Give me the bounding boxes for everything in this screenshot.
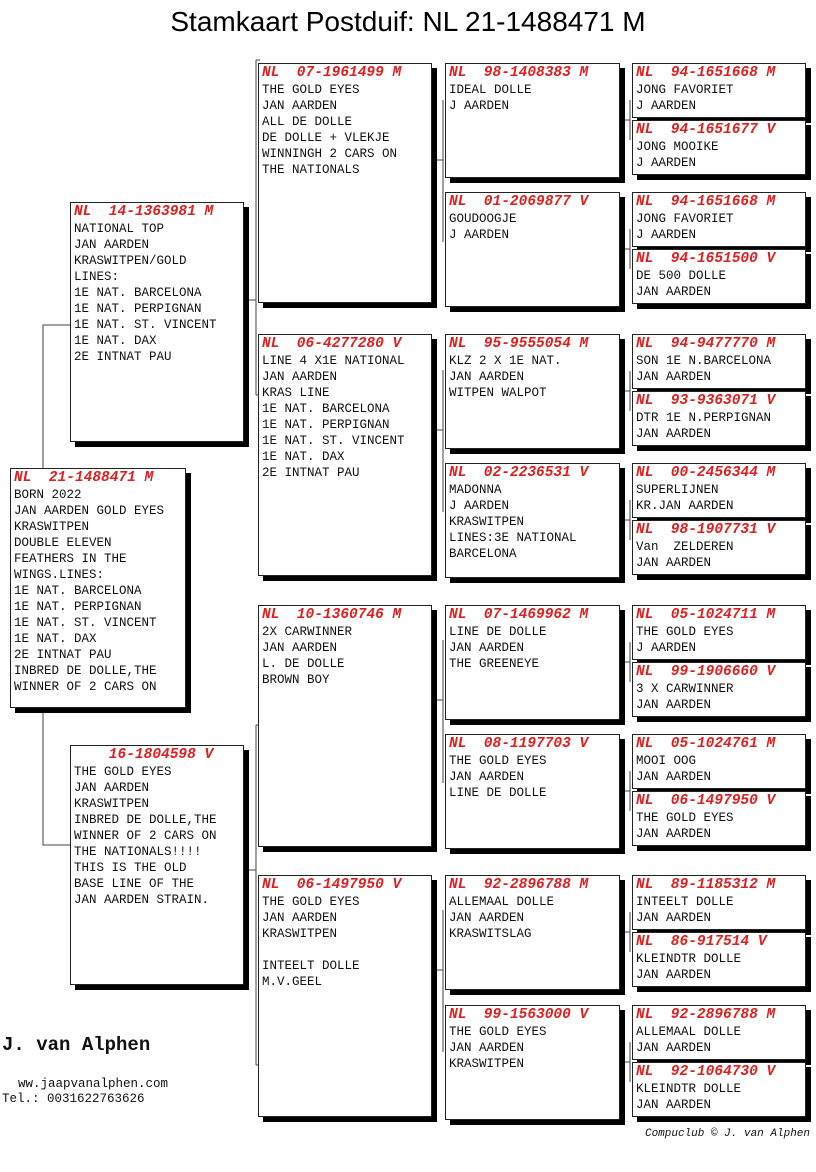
card-line: JAN AARDEN <box>636 1041 712 1055</box>
card-line: THE GOLD EYES <box>262 83 360 97</box>
ring-number: NL 94-1651500 V <box>636 251 776 267</box>
ring-number: NL 05-1024711 M <box>636 607 776 623</box>
card-line: JAN AARDEN <box>449 911 525 925</box>
card-line: JAN AARDEN <box>449 1041 525 1055</box>
card-line: THE GOLD EYES <box>636 625 734 639</box>
pedigree-card-sire <box>70 202 244 442</box>
card-line: 1E NAT. PERPIGNAN <box>74 302 202 316</box>
pedigree-card-g2 <box>258 334 432 576</box>
ring-number: 16-1804598 V <box>74 747 214 763</box>
card-line: JAN AARDEN <box>262 370 338 384</box>
card-line: KRASWITPEN <box>449 515 525 529</box>
pedigree-card-gg4 <box>445 463 620 578</box>
card-line: KRAS LINE <box>262 386 330 400</box>
card-line: SON 1E N.BARCELONA <box>636 354 772 368</box>
card-line: J AARDEN <box>636 156 697 170</box>
card-line: JONG FAVORIET <box>636 83 734 97</box>
card-line: WINNER OF 2 CARS ON <box>14 680 157 694</box>
card-line: ALLEMAAL DOLLE <box>636 1025 742 1039</box>
ring-number: NL 10-1360746 M <box>262 607 402 623</box>
ring-number: NL 94-1651668 M <box>636 65 776 81</box>
card-line: THE GOLD EYES <box>636 811 734 825</box>
pedigree-card-ggg12 <box>632 791 806 846</box>
ring-number: NL 89-1185312 M <box>636 877 776 893</box>
card-line: JAN AARDEN <box>262 911 338 925</box>
card-line: J AARDEN <box>449 99 510 113</box>
card-line: KLZ 2 X 1E NAT. <box>449 354 562 368</box>
card-line: THE NATIONALS!!!! <box>74 845 202 859</box>
card-line: JAN AARDEN <box>449 370 525 384</box>
card-line: JAN AARDEN <box>636 285 712 299</box>
card-line: BASE LINE OF THE <box>74 877 195 891</box>
card-line: LINE 4 X1E NATIONAL <box>262 354 405 368</box>
pedigree-card-ggg11 <box>632 734 806 789</box>
card-line: KRASWITSLAG <box>449 927 532 941</box>
card-line: KR.JAN AARDEN <box>636 499 734 513</box>
card-line: DE DOLLE + VLEKJE <box>262 131 390 145</box>
card-line: J AARDEN <box>449 228 510 242</box>
pedigree-card-ggg8 <box>632 520 806 575</box>
card-line: LINES:3E NATIONAL <box>449 531 577 545</box>
card-line: JAN AARDEN STRAIN. <box>74 893 210 907</box>
card-line: INBRED DE DOLLE,THE <box>74 813 217 827</box>
ring-number: NL 94-9477770 M <box>636 336 776 352</box>
pedigree-card-ggg6 <box>632 391 806 446</box>
card-line: JAN AARDEN <box>636 556 712 570</box>
card-line: LINE DE DOLLE <box>449 786 547 800</box>
card-line: THE GOLD EYES <box>74 765 172 779</box>
card-line: THE GOLD EYES <box>262 895 360 909</box>
card-line: THE GOLD EYES <box>449 1025 547 1039</box>
card-line: THIS IS THE OLD <box>74 861 187 875</box>
card-line: ALLEMAAL DOLLE <box>449 895 555 909</box>
card-line: JAN AARDEN <box>636 770 712 784</box>
card-line: 1E NAT. BARCELONA <box>262 402 390 416</box>
card-line: THE NATIONALS <box>262 163 360 177</box>
card-line: LINE DE DOLLE <box>449 625 547 639</box>
card-line: JAN AARDEN <box>449 770 525 784</box>
card-line: 2E INTNAT PAU <box>74 350 172 364</box>
page-title: Stamkaart Postduif: NL 21-1488471 M <box>170 6 646 37</box>
pedigree-card-ggg10 <box>632 662 806 717</box>
ring-number: NL 95-9555054 M <box>449 336 589 352</box>
ring-number: NL 93-9363071 V <box>636 393 776 409</box>
card-line: SUPERLIJNEN <box>636 483 719 497</box>
ring-number: NL 92-2896788 M <box>449 877 589 893</box>
ring-number: NL 92-1064730 V <box>636 1064 776 1080</box>
pedigree-card-ggg5 <box>632 334 806 389</box>
card-line: Van ZELDEREN <box>636 540 734 554</box>
copyright-text: Compuclub © J. van Alphen <box>644 1128 810 1140</box>
pedigree-card-g4 <box>258 875 432 1117</box>
card-line: JAN AARDEN <box>636 968 712 982</box>
pedigree-card-ggg7 <box>632 463 806 518</box>
ring-number: NL 06-1497950 V <box>636 793 776 809</box>
card-line: MOOI OOG <box>636 754 697 768</box>
pedigree-card-g1 <box>258 63 432 303</box>
card-line: ALL DE DOLLE <box>262 115 353 129</box>
card-line: 1E NAT. DAX <box>262 450 345 464</box>
ring-number: NL 94-1651677 V <box>636 122 776 138</box>
card-line: INTEELT DOLLE <box>262 959 360 973</box>
card-line: KRASWITPEN/GOLD <box>74 254 187 268</box>
card-line: JAN AARDEN <box>262 99 338 113</box>
card-line: KLEINDTR DOLLE <box>636 1082 742 1096</box>
ring-number: NL 08-1197703 V <box>449 736 589 752</box>
ring-number: NL 07-1469962 M <box>449 607 589 623</box>
card-line: BROWN BOY <box>262 673 330 687</box>
card-line: J AARDEN <box>449 499 510 513</box>
card-line: JAN AARDEN <box>636 1098 712 1112</box>
card-line: JAN AARDEN <box>74 238 150 252</box>
card-line: 2X CARWINNER <box>262 625 353 639</box>
card-line: DE 500 DOLLE <box>636 269 727 283</box>
card-line: 1E NAT. PERPIGNAN <box>262 418 390 432</box>
ring-number: NL 00-2456344 M <box>636 465 776 481</box>
pedigree-card-subject <box>10 468 186 708</box>
card-line: J AARDEN <box>636 641 697 655</box>
ring-number: NL 06-4277280 V <box>262 336 402 352</box>
card-line: 1E NAT. BARCELONA <box>14 584 142 598</box>
card-line: JONG FAVORIET <box>636 212 734 226</box>
card-line: THE GOLD EYES <box>449 754 547 768</box>
card-line: KRASWITPEN <box>14 520 90 534</box>
card-line: J AARDEN <box>636 228 697 242</box>
card-line: MADONNA <box>449 483 502 497</box>
pedigree-card-ggg15 <box>632 1005 806 1060</box>
pedigree-card-gg1 <box>445 63 620 178</box>
card-line: BORN 2022 <box>14 488 82 502</box>
pedigree-card-gg8 <box>445 1005 620 1120</box>
card-line: 1E NAT. ST. VINCENT <box>14 616 157 630</box>
pedigree-card-ggg16 <box>632 1062 806 1117</box>
card-line: WITPEN WALPOT <box>449 386 547 400</box>
ring-number: NL 01-2069877 V <box>449 194 589 210</box>
card-line: INTEELT DOLLE <box>636 895 734 909</box>
card-line: WINNER OF 2 CARS ON <box>74 829 217 843</box>
card-line: M.V.GEEL <box>262 975 323 989</box>
card-line: JAN AARDEN <box>262 641 338 655</box>
card-line: 3 X CARWINNER <box>636 682 734 696</box>
pedigree-card-gg6 <box>445 734 620 849</box>
card-line: 1E NAT. ST. VINCENT <box>74 318 217 332</box>
ring-number: NL 98-1907731 V <box>636 522 776 538</box>
website-text: ww.jaapvanalphen.com <box>18 1077 169 1091</box>
phone-text: Tel.: 0031622763626 <box>2 1092 145 1106</box>
card-line: WINGS.LINES: <box>14 568 105 582</box>
pedigree-card-ggg3 <box>632 192 806 247</box>
pedigree-card-gg2 <box>445 192 620 307</box>
card-line: KLEINDTR DOLLE <box>636 952 742 966</box>
card-line: NATIONAL TOP <box>74 222 165 236</box>
card-line: JAN AARDEN <box>636 698 712 712</box>
card-line: 1E NAT. BARCELONA <box>74 286 202 300</box>
ring-number: NL 98-1408383 M <box>449 65 589 81</box>
pedigree-card-gg7 <box>445 875 620 990</box>
pedigree-card-ggg9 <box>632 605 806 660</box>
pedigree-card-gg3 <box>445 334 620 449</box>
ring-number: NL 94-1651668 M <box>636 194 776 210</box>
ring-number: NL 92-2896788 M <box>636 1007 776 1023</box>
card-line: KRASWITPEN <box>262 927 338 941</box>
ring-number: NL 99-1563000 V <box>449 1007 589 1023</box>
ring-number: NL 14-1363981 M <box>74 204 214 220</box>
card-line: JAN AARDEN <box>636 911 712 925</box>
card-line: THE GREENEYE <box>449 657 540 671</box>
card-line: INBRED DE DOLLE,THE <box>14 664 157 678</box>
card-line: KRASWITPEN <box>74 797 150 811</box>
ring-number: NL 86-917514 V <box>636 934 767 950</box>
pedigree-card-ggg4 <box>632 249 806 304</box>
card-line: 1E NAT. DAX <box>74 334 157 348</box>
card-line: KRASWITPEN <box>449 1057 525 1071</box>
ring-number: NL 07-1961499 M <box>262 65 402 81</box>
card-line: JAN AARDEN <box>636 427 712 441</box>
card-line: JAN AARDEN GOLD EYES <box>14 504 165 518</box>
card-line: J AARDEN <box>636 99 697 113</box>
ring-number: NL 02-2236531 V <box>449 465 589 481</box>
card-line: LINES: <box>74 270 120 284</box>
card-line: JONG MOOIKE <box>636 140 719 154</box>
pedigree-card-ggg2 <box>632 120 806 175</box>
card-line: JAN AARDEN <box>449 641 525 655</box>
owner-name: J. van Alphen <box>2 1034 151 1056</box>
card-line: WINNINGH 2 CARS ON <box>262 147 398 161</box>
card-line: JAN AARDEN <box>636 370 712 384</box>
card-line: JAN AARDEN <box>74 781 150 795</box>
ring-number: NL 21-1488471 M <box>14 470 154 486</box>
pedigree-card-gg5 <box>445 605 620 720</box>
card-line: 2E INTNAT PAU <box>262 466 360 480</box>
card-line: GOUDOOGJE <box>449 212 517 226</box>
card-line: IDEAL DOLLE <box>449 83 532 97</box>
card-line <box>259 942 431 958</box>
pedigree-card-ggg1 <box>632 63 806 118</box>
pedigree-card-ggg13 <box>632 875 806 930</box>
pedigree-card-dam <box>70 745 244 985</box>
card-line: DOUBLE ELEVEN <box>14 536 112 550</box>
card-line: L. DE DOLLE <box>262 657 345 671</box>
card-line: 1E NAT. ST. VINCENT <box>262 434 405 448</box>
card-line: FEATHERS IN THE <box>14 552 127 566</box>
pedigree-card-ggg14 <box>632 932 806 987</box>
card-line: 1E NAT. DAX <box>14 632 97 646</box>
card-line: 2E INTNAT PAU <box>14 648 112 662</box>
ring-number: NL 06-1497950 V <box>262 877 402 893</box>
ring-number: NL 99-1906660 V <box>636 664 776 680</box>
card-line: 1E NAT. PERPIGNAN <box>14 600 142 614</box>
card-line: DTR 1E N.PERPIGNAN <box>636 411 772 425</box>
pedigree-card-g3 <box>258 605 432 847</box>
card-line: JAN AARDEN <box>636 827 712 841</box>
card-line: BARCELONA <box>449 547 517 561</box>
ring-number: NL 05-1024761 M <box>636 736 776 752</box>
